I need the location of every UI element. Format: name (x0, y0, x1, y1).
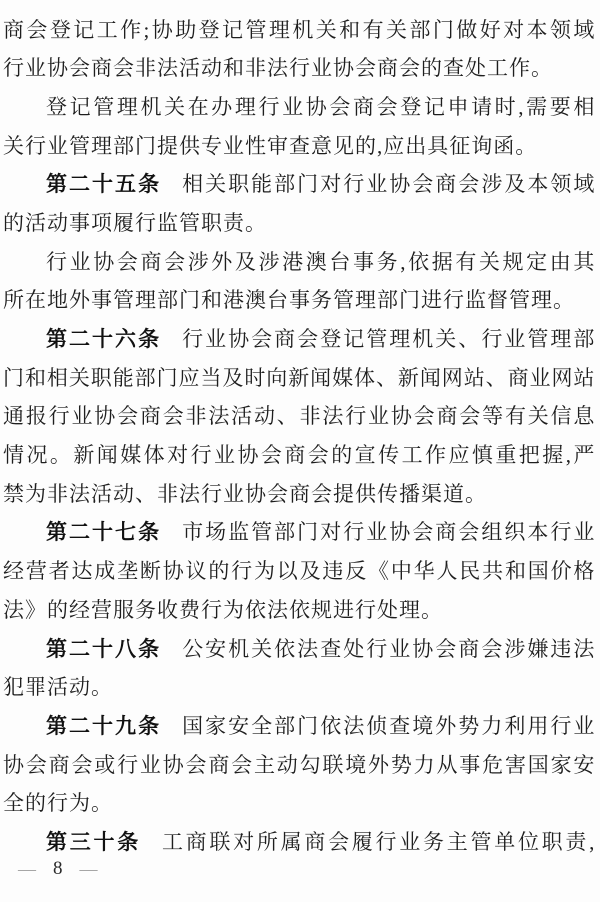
text-line: 第二十九条 国家安全部门依法侦查境外势力利用行业 (46, 713, 595, 738)
text-line: 门和相关职能部门应当及时向新闻媒体、新闻网站、商业网站 (3, 365, 595, 390)
text-line: 第二十六条 行业协会商会登记管理机关、行业管理部 (46, 327, 595, 351)
text-line: 禁为非法活动、非法行业协会商会提供传播渠道。 (3, 481, 487, 506)
text-line: 行业协会商会涉外及涉港澳台事务,依据有关规定由其 (46, 249, 595, 274)
footer-dash-left: — (18, 859, 36, 879)
text-line: 关行业管理部门提供专业性审查意见的,应出具征询函。 (3, 133, 538, 158)
text-line: 通报行业协会商会非法活动、非法行业协会商会等有关信息 (3, 404, 595, 429)
text-line: 第三十条 工商联对所属商会履行业务主管单位职责, (46, 829, 595, 854)
page-number: 8 (53, 858, 63, 879)
text-line: 情况。新闻媒体对行业协会商会的宣传工作应慎重把握,严 (3, 443, 595, 468)
text-line: 行业协会商会非法活动和非法行业协会商会的查处工作。 (3, 56, 553, 81)
text-line: 商会登记工作;协助登记管理机关和有关部门做好对本领域 (3, 17, 595, 42)
text-line: 第二十八条 公安机关依法查处行业协会商会涉嫌违法 (46, 636, 595, 661)
article-number: 第二十六条 (46, 328, 162, 351)
text-line: 犯罪活动。 (3, 675, 113, 700)
article-number: 第二十八条 (46, 637, 162, 661)
article-number: 第二十九条 (46, 714, 162, 738)
page-footer (18, 856, 98, 882)
text-line: 全的行为。 (3, 791, 113, 816)
text-line: 所在地外事管理部门和港澳台事务管理部门进行监督管理。 (3, 288, 575, 313)
text-line: 第二十五条 相关职能部门对行业协会商会涉及本领域 (46, 172, 595, 197)
article-number: 第三十条 (46, 830, 141, 854)
footer-dash-right: — (79, 859, 98, 879)
article-number: 第二十五条 (46, 173, 162, 197)
text-line: 的活动事项履行监管职责。 (3, 210, 267, 235)
text-line: 经营者达成垄断协议的行为以及违反《中华人民共和国价格 (3, 559, 595, 584)
article-number: 第二十七条 (46, 521, 162, 545)
document-body (3, 0, 595, 862)
text-line: 第二十七条 市场监管部门对行业协会商会组织本行业 (46, 520, 595, 545)
text-line: 协会商会或行业协会商会主动勾联境外势力从事危害国家安 (3, 752, 595, 777)
text-line: 登记管理机关在办理行业协会商会登记申请时,需要相 (46, 94, 595, 119)
text-line: 法》的经营服务收费行为依法依规进行处理。 (3, 597, 443, 622)
